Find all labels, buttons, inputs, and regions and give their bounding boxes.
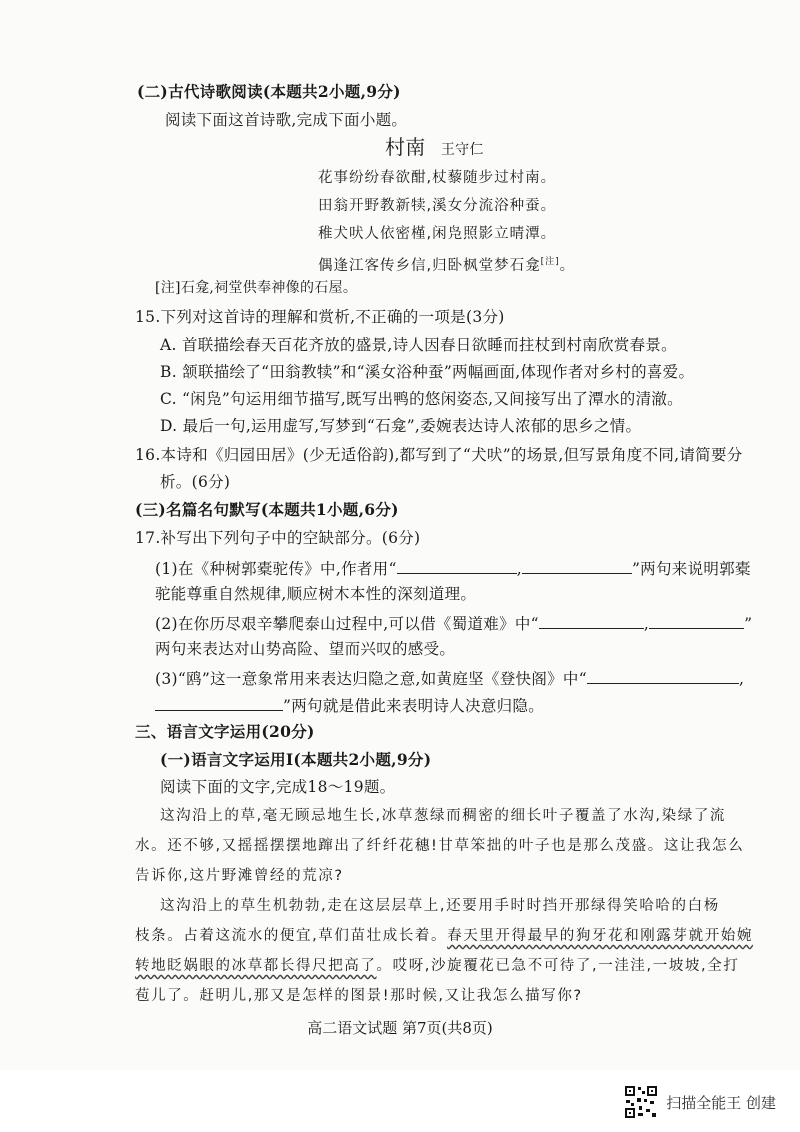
- section2-header: (二)古代诗歌阅读(本题共2小题,9分): [137, 82, 401, 101]
- poem-line-1: 花事纷纷春欲酣,杖藜随步过村南。: [318, 170, 557, 186]
- answer-blank[interactable]: [587, 667, 739, 684]
- poem-line-3: 稚犬吠人依密槿,闲凫照影立晴潭。: [318, 226, 557, 242]
- q17-item-3: (3)“鸥”这一意象常用来表达归隐之意,如黄庭坚《登快阁》中“ ,: [155, 667, 744, 689]
- answer-blank[interactable]: [522, 557, 632, 574]
- page-footer: 高二语文试题 第7页(共8页): [307, 1019, 493, 1037]
- q15-option-c: C. “闲凫”句运用细节描写,既写出鸭的悠闲姿态,又间接写出了潭水的清澈。: [160, 390, 683, 408]
- poem-line-2: 田翁开野教新犊,溪女分流浴种蚕。: [318, 198, 557, 214]
- passage-line-6: 转地眨娲眼的冰草都长得尺把高了。哎呀,沙旋覆花已急不可待了,一洼洼,一坡坡,全打: [135, 958, 740, 974]
- q17-item-2: (2)在你历尽艰辛攀爬泰山过程中,可以借《蜀道难》中“ , ”: [155, 612, 752, 634]
- answer-blank[interactable]: [649, 612, 744, 629]
- q16-line-1: 16.本诗和《归园田居》(少无适俗韵),都写到了“犬吠”的场景,但写景角度不同,请简要分: [135, 446, 743, 464]
- q17-stem: 17.补写出下列句子中的空缺部分。(6分): [135, 529, 421, 547]
- passage-line-1: 这沟沿上的草,毫无顾忌地生长,冰草葱绿而稠密的细长叶子覆盖了水沟,染绿了流: [160, 808, 727, 824]
- q17-item-1-cont: 驼能尊重自然规律,顺应树木本性的深刻道理。: [155, 585, 477, 603]
- passage-line-7: 苞儿了。赶明儿,那又是怎样的图景!那时候,又让我怎么描写你?: [135, 988, 583, 1004]
- note-marker: [注]: [540, 257, 560, 267]
- part3-subheader: (一)语言文字运用Ⅰ(本题共2小题,9分): [160, 750, 432, 769]
- wavy-underline-text: 春天里开得最早的狗牙花和刚露芽就开始婉: [447, 928, 754, 944]
- q15-option-b: B. 颔联描绘了“田翁教犊”和“溪女浴种蚕”两幅画面,体现作者对乡村的喜爱。: [160, 363, 695, 381]
- part3-header: 三、语言文字运用(20分): [135, 722, 315, 741]
- qr-code-icon: [624, 1085, 658, 1119]
- answer-blank[interactable]: [539, 612, 644, 629]
- poem-line-4: 偶逢江客传乡信,归卧枫堂梦石龛[注]。: [318, 257, 576, 274]
- poem-instruction: 阅读下面这首诗歌,完成下面小题。: [165, 111, 408, 129]
- answer-blank[interactable]: [397, 557, 517, 574]
- q15-stem: 15.下列对这首诗的理解和赏析,不正确的一项是(3分): [135, 308, 505, 326]
- q16-line-2: 析。(6分): [160, 473, 231, 491]
- q15-option-d: D. 最后一句,运用虚写,写梦到“石龛”,委婉表达诗人浓郁的思乡之情。: [160, 417, 642, 435]
- scanner-watermark: [624, 1085, 776, 1119]
- q15-option-a: A. 首联描绘春天百花齐放的盛景,诗人因春日欲睡而拄杖到村南欣赏春景。: [160, 336, 677, 354]
- q17-item-2-cont: 两句来表达对山势高险、望而兴叹的感受。: [155, 640, 456, 658]
- passage-line-5: 枝条。占着这流水的便宜,草们苗壮成长着。春天里开得最早的狗牙花和刚露芽就开始婉: [135, 928, 754, 944]
- q17-item-3-cont: ”两句就是借此来表明诗人决意归隐。: [155, 694, 544, 716]
- passage-line-4: 这沟沿上的草生机勃勃,走在这层层草上,还要用手时时挡开那绿得笑哈哈的白杨: [160, 898, 720, 914]
- answer-blank[interactable]: [155, 694, 283, 711]
- passage-instruction: 阅读下面的文字,完成18～19题。: [160, 778, 396, 796]
- poem-title: 村南: [385, 135, 426, 159]
- scanner-label: 扫描全能王 创建: [666, 1093, 776, 1112]
- poem-note: [注]石龛,祠堂供奉神像的石屋。: [155, 280, 358, 296]
- wavy-underline-text: 转地眨娲眼的冰草都长得尺把高了: [135, 958, 377, 974]
- q17-item-1: (1)在《种树郭橐驼传》中,作者用“ , ”两句来说明郭橐: [155, 557, 751, 579]
- passage-line-2: 水。还不够,又摇摇摆摆地蹿出了纤纤花穗!甘草笨拙的叶子也是那么茂盛。这让我怎么: [135, 838, 745, 854]
- poem-author: 王守仁: [440, 142, 484, 158]
- poem-heading: [385, 137, 484, 160]
- section3-header: (三)名篇名句默写(本题共1小题,6分): [135, 500, 399, 519]
- passage-line-3: 告诉你,这片野滩曾经的荒凉?: [135, 868, 344, 884]
